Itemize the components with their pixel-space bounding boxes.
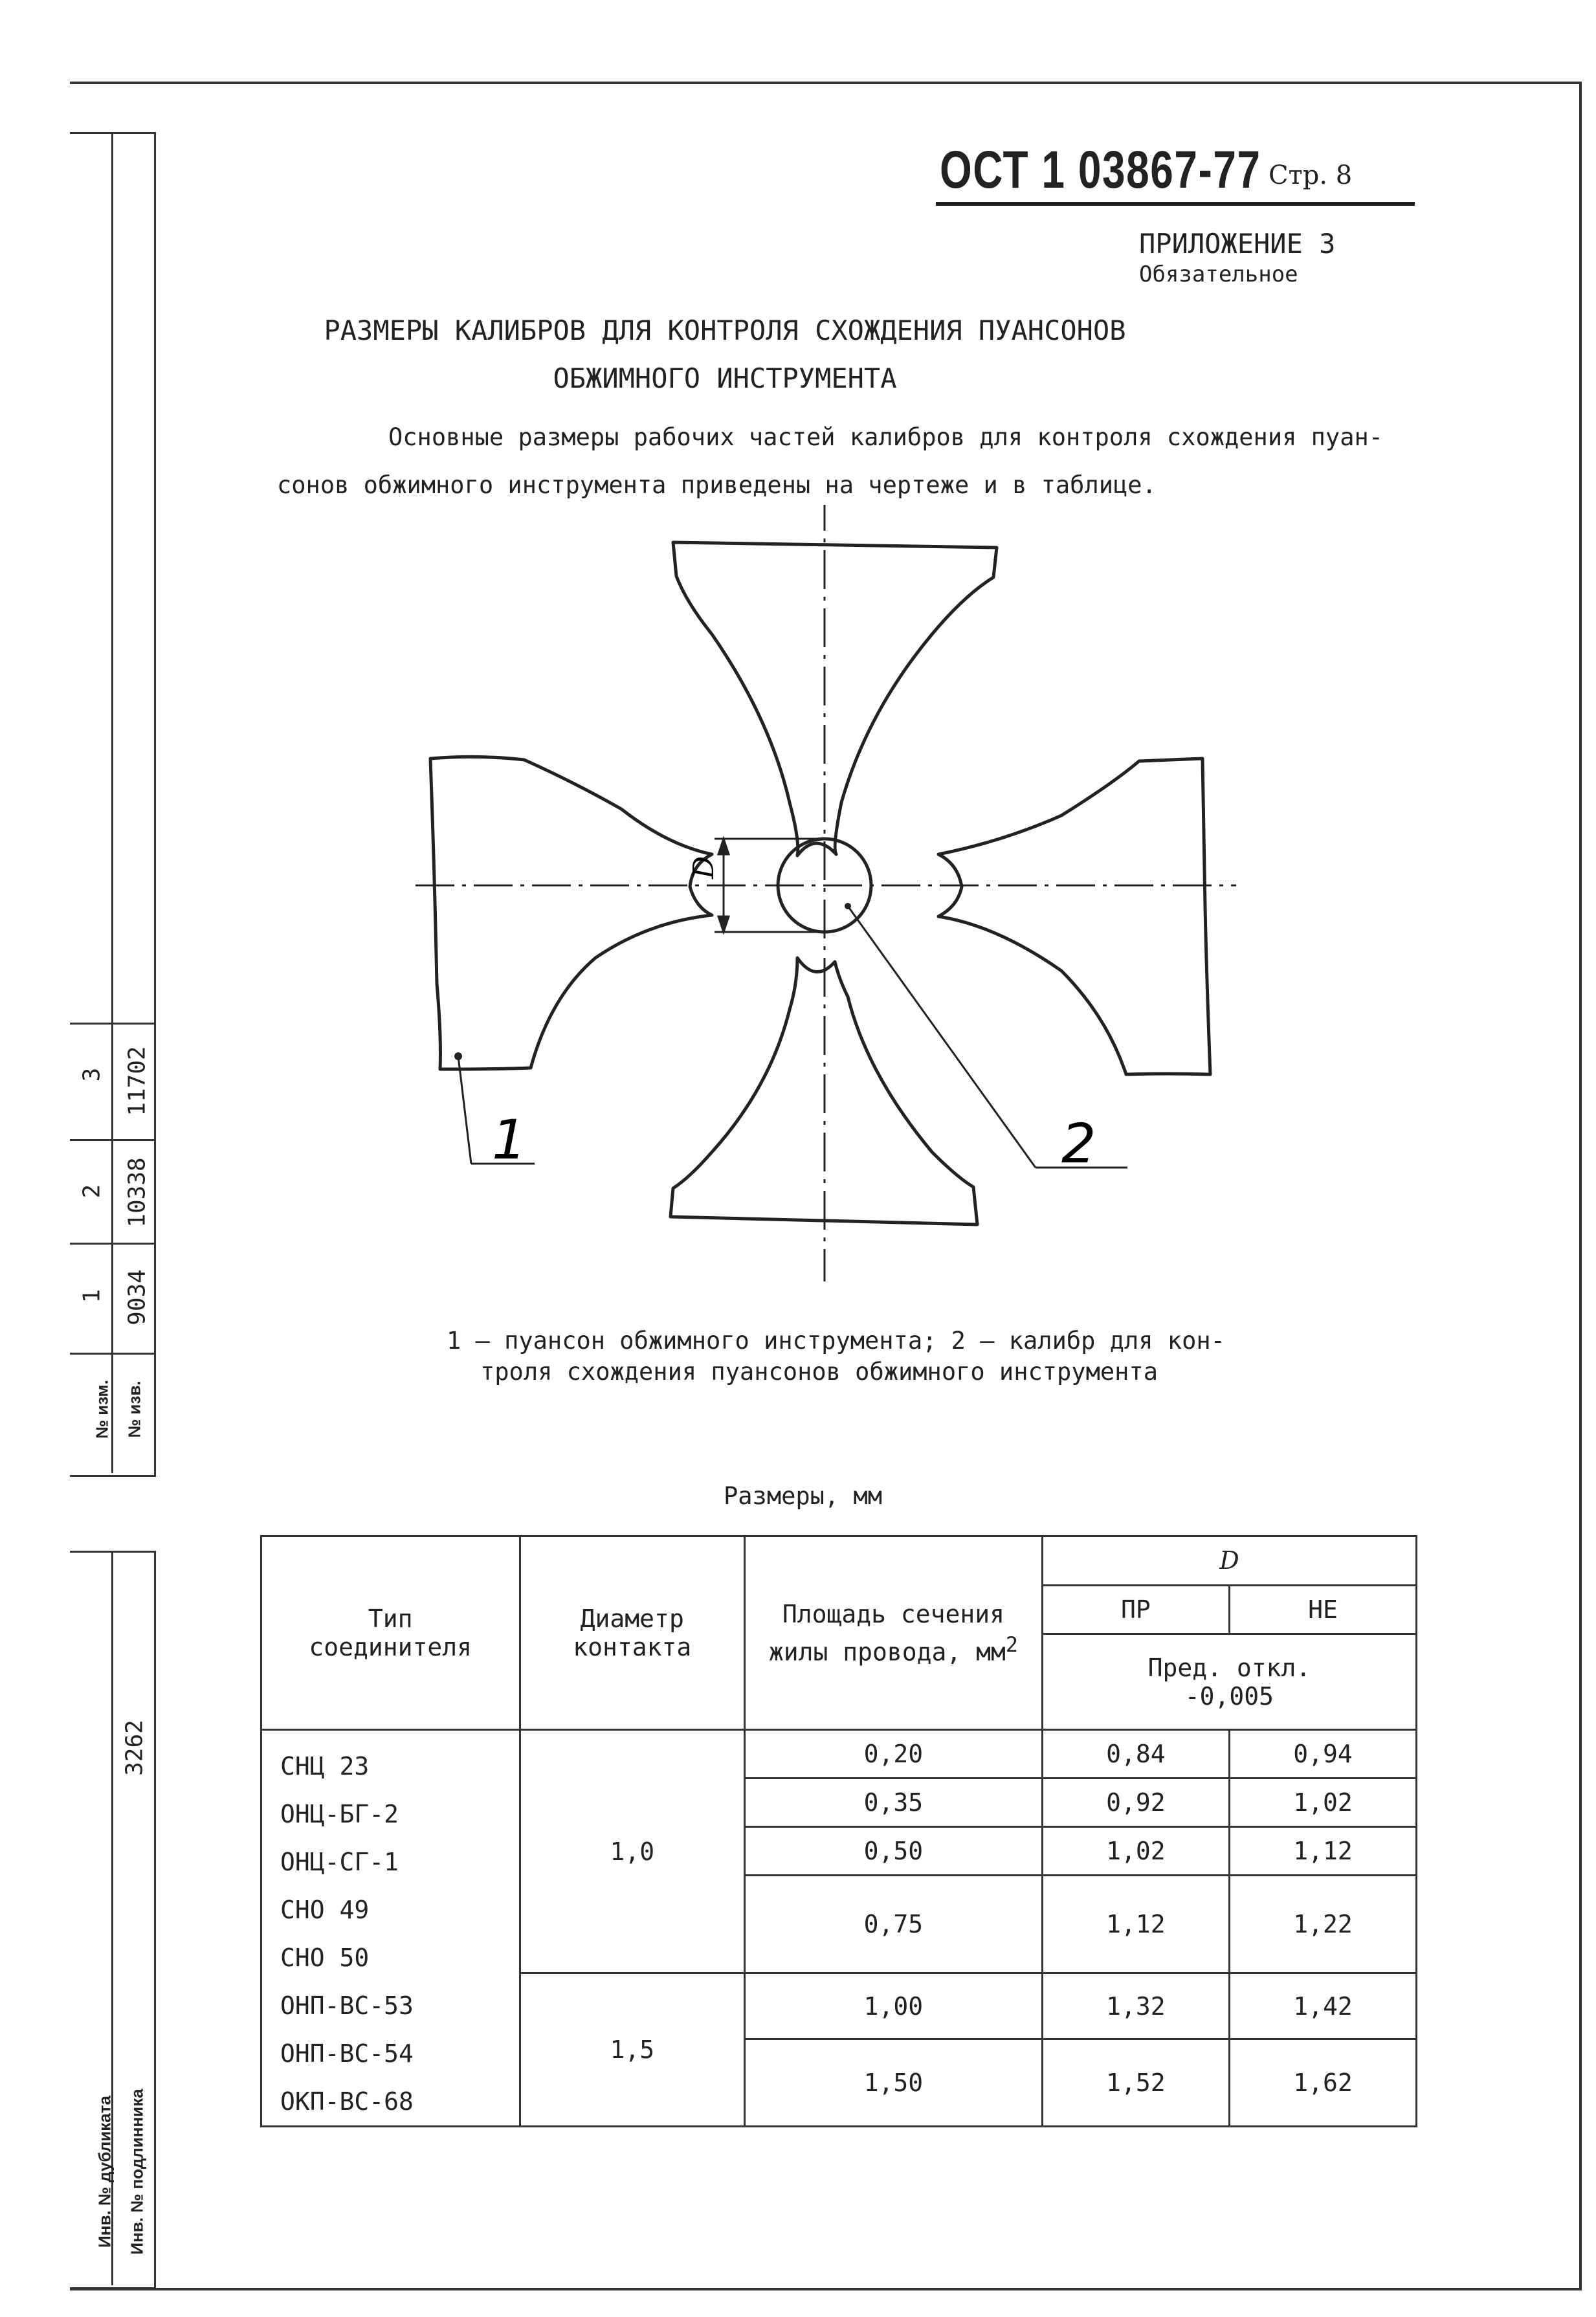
- type-item: СНО 50: [280, 1944, 370, 1972]
- stamp-change-3: 3: [78, 1067, 105, 1082]
- stamp-notice-1: 9034: [124, 1269, 151, 1325]
- header-area-sup: 2: [1005, 1633, 1018, 1657]
- type-item: ОНЦ-БГ-2: [280, 1800, 399, 1828]
- stamp-notice-label: № изв.: [124, 1380, 144, 1438]
- punch-left: [430, 757, 712, 1069]
- callout-2-leader: [848, 906, 1036, 1168]
- stamp-change-2: 2: [78, 1184, 105, 1199]
- header-contact: [520, 1536, 744, 1730]
- pr-cell: 1,02: [1042, 1827, 1229, 1876]
- stamp-notice-2: 10338: [124, 1157, 151, 1228]
- header-type: [261, 1536, 520, 1730]
- document-code: ОСТ 1 03867-77: [940, 140, 1261, 199]
- stamp-original-label: Инв. № подлинника: [127, 2089, 147, 2255]
- callout-1-label: 1: [492, 1108, 527, 1171]
- type-item: ОКП-ВС-68: [280, 2087, 414, 2116]
- area-cell: 1,50: [745, 2039, 1043, 2127]
- type-item: ОНП-ВС-54: [280, 2039, 414, 2068]
- ne-cell: 1,62: [1229, 2039, 1416, 2127]
- stamp-duplicate-label: Инв. № дубликата: [94, 2096, 115, 2248]
- type-item: ОНП-ВС-53: [280, 1991, 414, 2020]
- stamp-inv-number: 3262: [121, 1720, 148, 1776]
- dim-d-label: D: [687, 856, 720, 879]
- intro-line1: Основные размеры рабочих частей калибров для контроля схождения пуан-: [388, 423, 1384, 451]
- table-units-label: Размеры, мм: [724, 1482, 883, 1510]
- pr-cell: 1,52: [1042, 2039, 1229, 2127]
- ne-cell: 1,22: [1229, 1876, 1416, 1973]
- header-tolerance: [1042, 1634, 1416, 1730]
- callout-1-leader: [458, 1056, 471, 1164]
- page-title-line2: ОБЖИМНОГО ИНСТРУМЕНТА: [553, 362, 897, 394]
- punch-right: [938, 759, 1210, 1074]
- side-stamp-divider: [111, 132, 113, 1473]
- area-cell: 1,00: [745, 1973, 1043, 2039]
- dim-arrow-top: [718, 839, 729, 854]
- callout-2-dot: [845, 903, 851, 909]
- callout-1-dot: [454, 1052, 462, 1060]
- area-cell: 0,75: [745, 1876, 1043, 1973]
- area-cell: 0,35: [745, 1779, 1043, 1827]
- header-area: [745, 1536, 1043, 1730]
- stamp-notice-3: 11702: [124, 1046, 151, 1116]
- header-contact-text: Диаметр контакта: [573, 1604, 692, 1661]
- type-item: ОНЦ-СГ-1: [280, 1848, 399, 1876]
- header-d: D: [1042, 1536, 1416, 1586]
- header-underline: [936, 202, 1415, 206]
- page-number: Стр. 8: [1269, 161, 1353, 190]
- figure-caption-line1: 1 – пуансон обжимного инструмента; 2 – калибр для кон-: [447, 1327, 1225, 1355]
- figure-caption-line2: троля схождения пуансонов обжимного инструмента: [480, 1358, 1158, 1386]
- types-cell: [261, 1730, 520, 2127]
- pr-cell: 0,92: [1042, 1779, 1229, 1827]
- punch-top: [673, 542, 997, 856]
- ne-cell: 1,12: [1229, 1827, 1416, 1876]
- stamp-change-1: 1: [78, 1289, 105, 1303]
- callout-2-label: 2: [1061, 1112, 1096, 1175]
- dimensions-table: [260, 1535, 1417, 2127]
- area-cell: 0,20: [745, 1730, 1043, 1779]
- ne-cell: 0,94: [1229, 1730, 1416, 1779]
- header-tolerance-line2: -0,005: [1184, 1681, 1274, 1711]
- contact-cell: 1,5: [520, 1973, 744, 2127]
- header-tolerance-line1: Пред. откл.: [1147, 1653, 1311, 1682]
- type-item: СНЦ 23: [280, 1752, 370, 1780]
- dim-arrow-bottom: [718, 916, 729, 932]
- contact-cell: 1,0: [520, 1730, 744, 1973]
- appendix-status: Обязательное: [1139, 261, 1298, 287]
- intro-line2: сонов обжимного инструмента приведены на чертеже и в таблице.: [277, 471, 1157, 499]
- appendix-label: ПРИЛОЖЕНИЕ 3: [1139, 228, 1336, 260]
- type-item: СНО 49: [280, 1896, 370, 1924]
- pr-cell: 1,12: [1042, 1876, 1229, 1973]
- header-pr: ПР: [1042, 1585, 1229, 1634]
- gauge-drawing: [401, 505, 1281, 1294]
- header-type-text: Тип соединителя: [309, 1604, 472, 1661]
- pr-cell: 0,84: [1042, 1730, 1229, 1779]
- pr-cell: 1,32: [1042, 1973, 1229, 2039]
- ne-cell: 1,42: [1229, 1973, 1416, 2039]
- ne-cell: 1,02: [1229, 1779, 1416, 1827]
- area-cell: 0,50: [745, 1827, 1043, 1876]
- header-ne: НЕ: [1229, 1585, 1416, 1634]
- page-title-line1: РАЗМЕРЫ КАЛИБРОВ ДЛЯ КОНТРОЛЯ СХОЖДЕНИЯ ПУАНСОНОВ: [324, 315, 1126, 346]
- header-area-text: Площадь сечения жилы провода, мм: [768, 1599, 1006, 1667]
- stamp-change-label: № изм.: [92, 1380, 112, 1439]
